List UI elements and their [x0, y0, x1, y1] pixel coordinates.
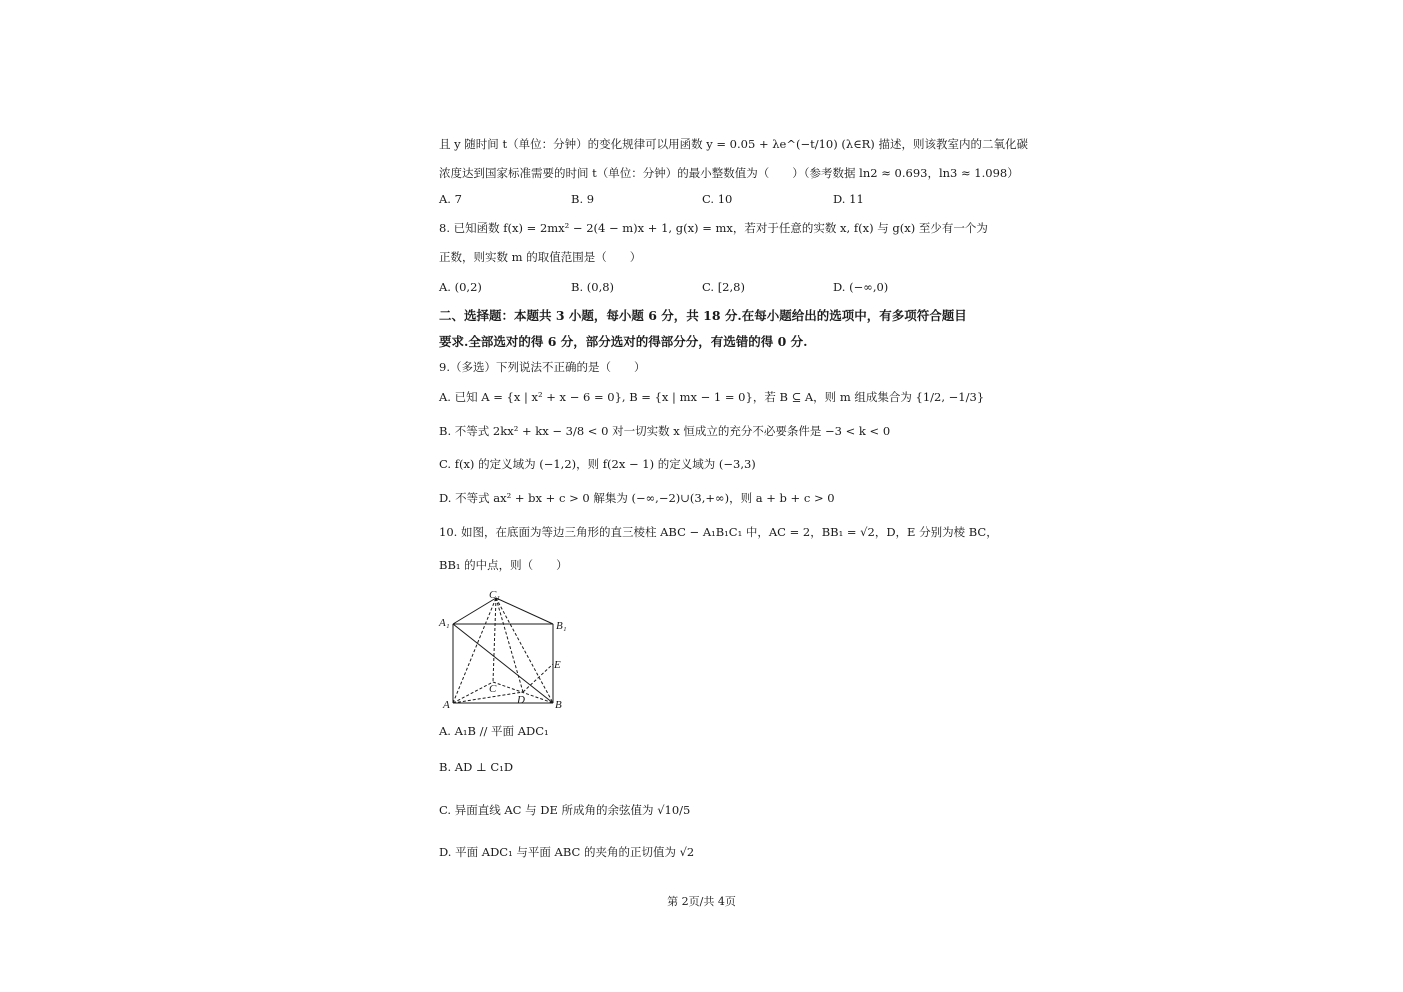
label-d: D [517, 694, 525, 706]
q9-option-c: C. f(x) 的定义域为 (−1,2)，则 f(2x − 1) 的定义域为 (−3,3) [439, 457, 756, 471]
q9-option-a: A. 已知 A = {x | x² + x − 6 = 0}, B = {x | mx − 1 = 0}，若 B ⊆ A，则 m 组成集合为 {1/2, −1/3} [439, 390, 985, 404]
q7-line-1: 且 y 随时间 t（单位：分钟）的变化规律可以用函数 y = 0.05 + λe^(−t/10) (λ∈R) 描述，则该教室内的二氧化碳 [439, 137, 1028, 151]
q10-option-d: D. 平面 ADC₁ 与平面 ABC 的夹角的正切值为 √2 [439, 845, 695, 859]
q10-line-1: 10. 如图，在底面为等边三角形的直三棱柱 ABC − A₁B₁C₁ 中，AC = 2，BB₁ = √2，D，E 分别为棱 BC， [439, 525, 998, 539]
segment-a1-b [453, 624, 553, 703]
q7-option-c: C. 10 [702, 192, 733, 206]
edge-c1-c [493, 598, 496, 682]
segment-c1-d [496, 598, 523, 692]
prism-diagram [436, 586, 576, 710]
q8-option-a: A. (0,2) [439, 280, 482, 294]
q8-option-d: D. (−∞,0) [833, 280, 889, 294]
section2-heading-line-2: 要求.全部选对的得 6 分，部分选对的得部分分，有选错的得 0 分. [439, 334, 808, 349]
segment-d-e [523, 664, 553, 692]
edge-a1-c1 [453, 598, 496, 624]
q7-option-d: D. 11 [833, 192, 864, 206]
label-a1: A₁ [439, 617, 450, 629]
page-number-footer: 第 2页/共 4页 [667, 895, 736, 908]
label-b: B [555, 699, 562, 711]
q9-option-d: D. 不等式 ax² + bx + c > 0 解集为 (−∞,−2)∪(3,+∞)，则 a + b + c > 0 [439, 491, 835, 505]
label-b1: B₁ [556, 620, 567, 632]
prism-figure [436, 586, 576, 710]
q8-line-1: 8. 已知函数 f(x) = 2mx² − 2(4 − m)x + 1, g(x) = mx，若对于任意的实数 x, f(x) 与 g(x) 至少有一个为 [439, 221, 988, 235]
q7-option-b: B. 9 [571, 192, 595, 206]
segment-c1-b [496, 598, 553, 703]
q7-line-2: 浓度达到国家标准需要的时间 t（单位：分钟）的最小整数值为（ ）（参考数据 ln2 ≈ 0.693，ln3 ≈ 1.098） [439, 166, 1019, 180]
label-e: E [554, 659, 561, 671]
q9-option-b: B. 不等式 2kx² + kx − 3/8 < 0 对一切实数 x 恒成立的充分不必要条件是 −3 < k < 0 [439, 424, 891, 438]
q10-option-b: B. AD ⊥ C₁D [439, 760, 514, 774]
label-c1: C₁ [489, 589, 501, 601]
q8-option-c: C. [2,8) [702, 280, 745, 294]
q10-option-c: C. 异面直线 AC 与 DE 所成角的余弦值为 √10/5 [439, 803, 691, 817]
q8-line-2: 正数，则实数 m 的取值范围是（ ） [439, 250, 642, 264]
q7-option-a: A. 7 [439, 192, 462, 206]
q10-line-2: BB₁ 的中点，则（ ） [439, 558, 568, 572]
section2-heading-line-1: 二、选择题：本题共 3 小题，每小题 6 分，共 18 分.在每小题给出的选项中，有多项符合题目 [439, 308, 967, 323]
label-a: A [443, 699, 450, 711]
q9-stem: 9.（多选）下列说法不正确的是（ ） [439, 360, 646, 374]
edge-c1-b1 [496, 598, 553, 624]
q8-option-b: B. (0,8) [571, 280, 615, 294]
q10-option-a: A. A₁B // 平面 ADC₁ [439, 724, 549, 738]
label-c: C [489, 683, 497, 695]
